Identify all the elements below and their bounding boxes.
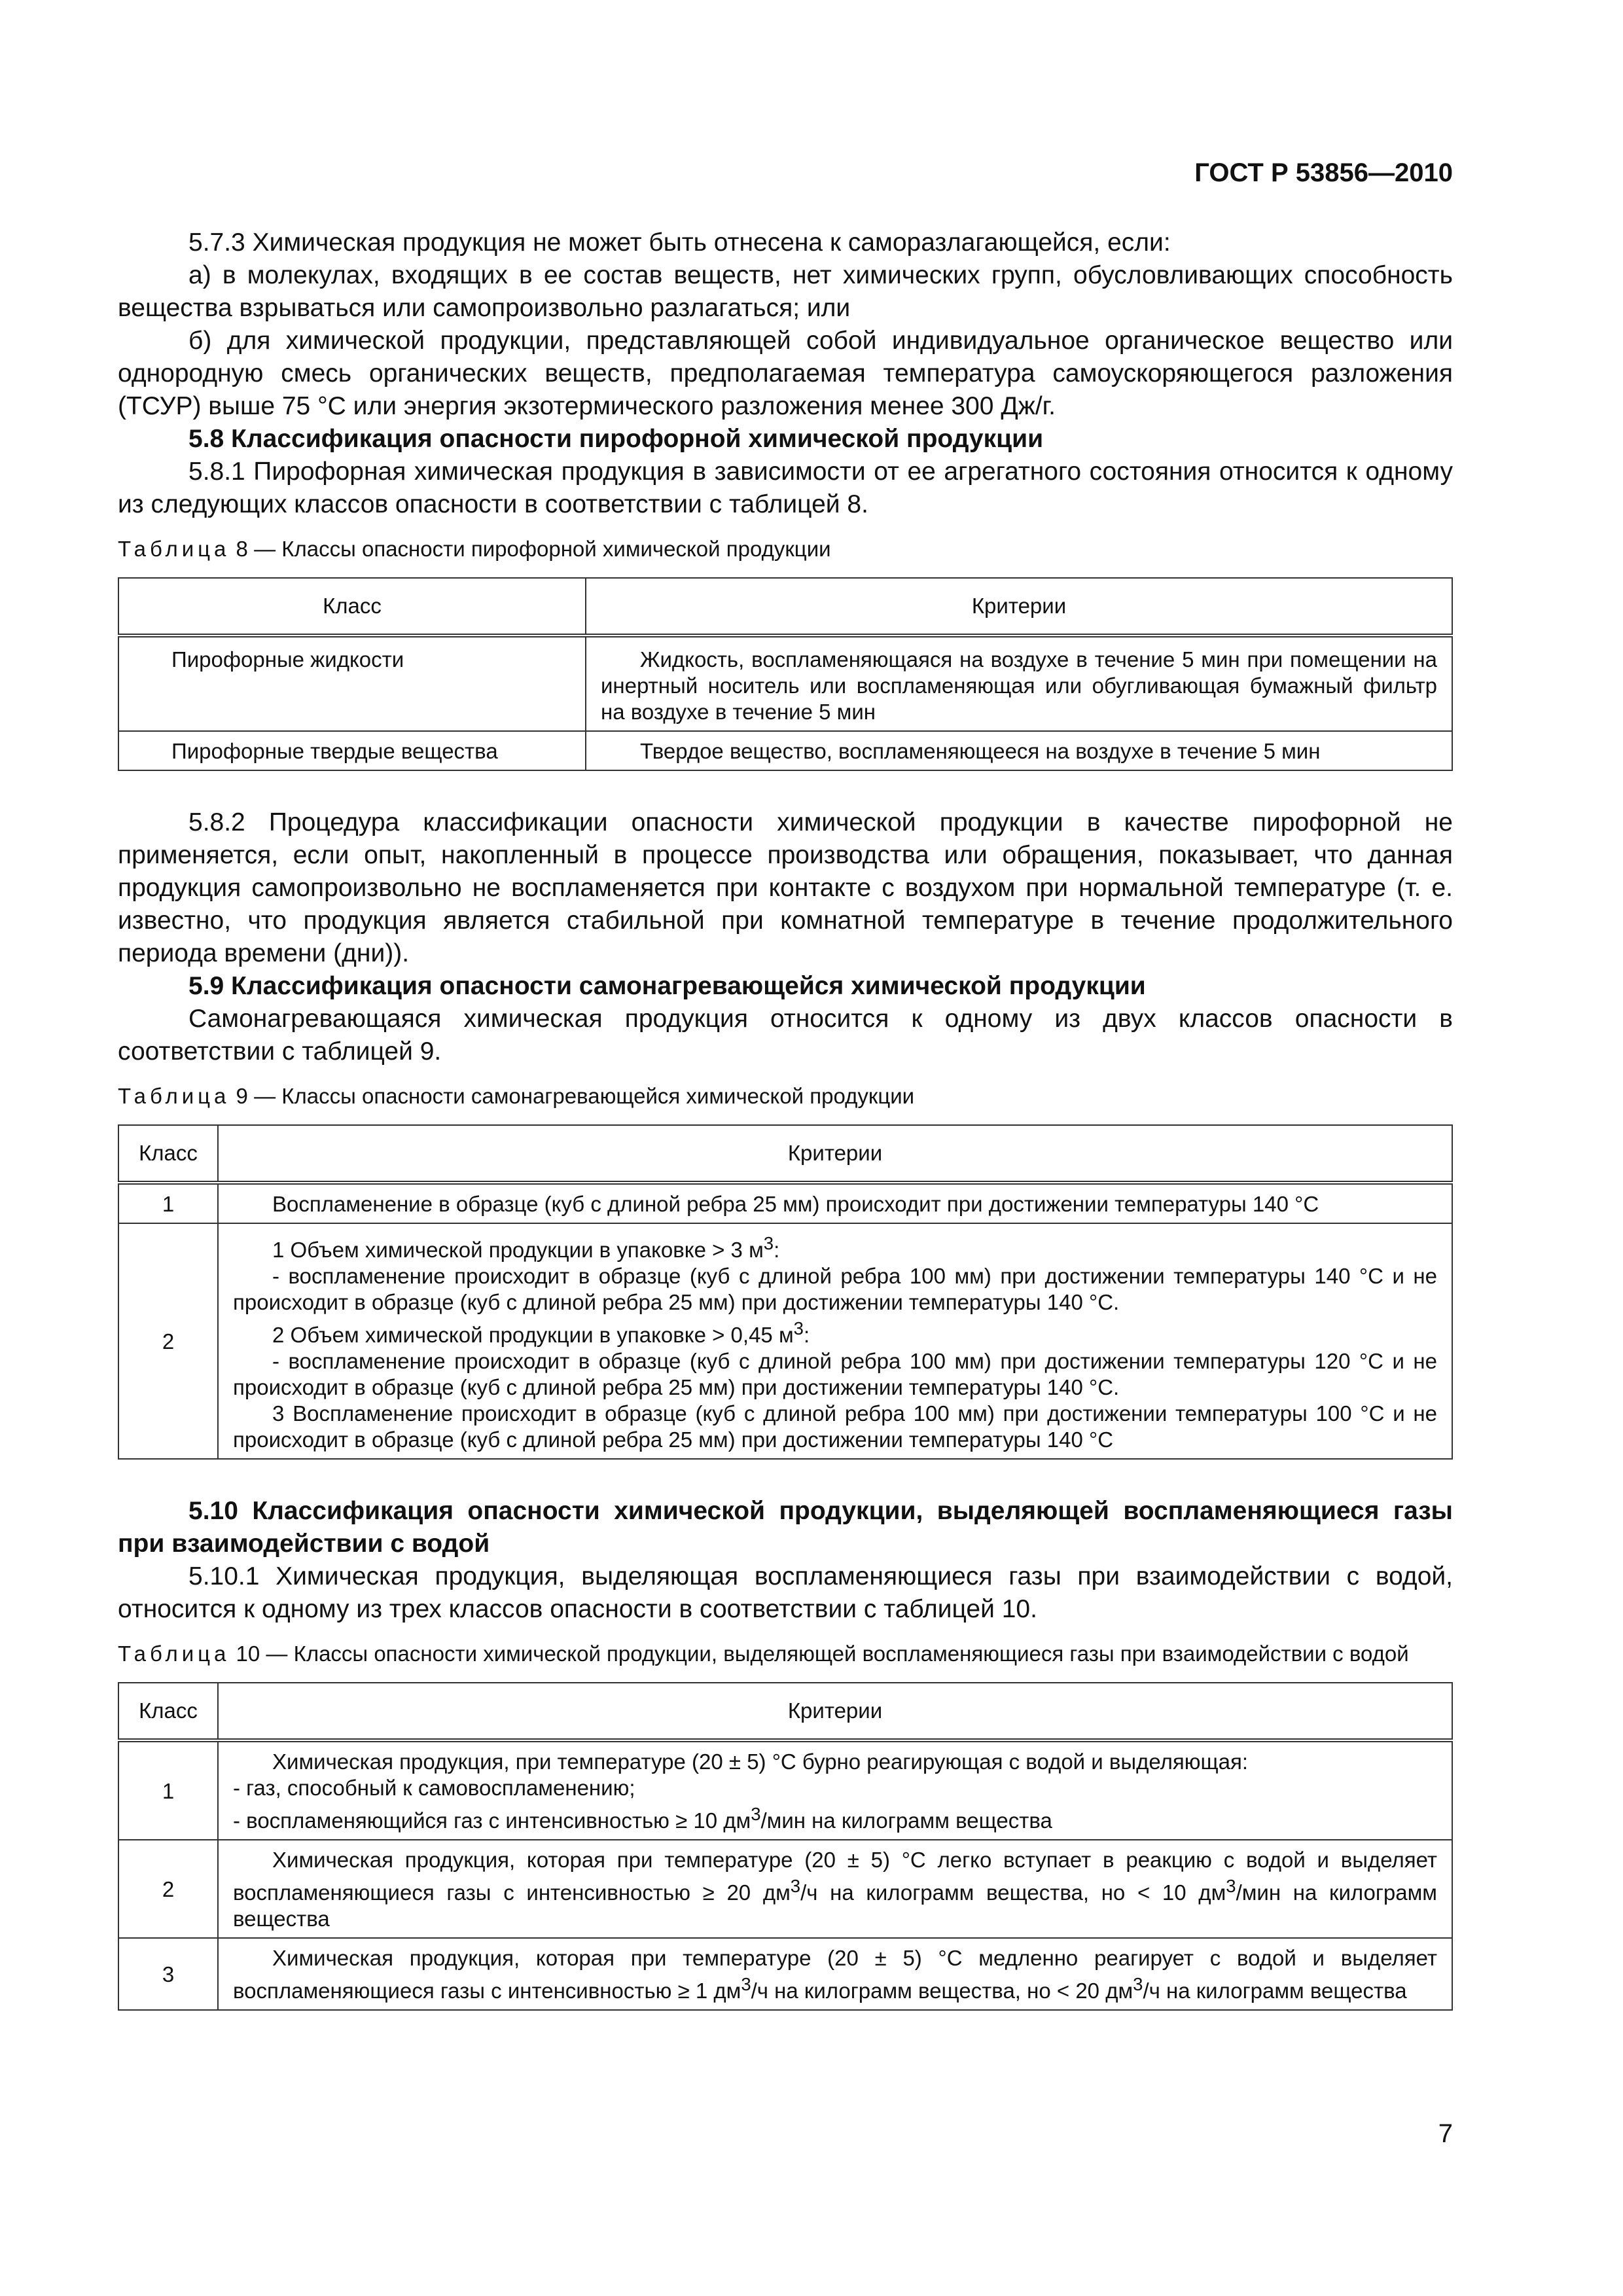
table-row (118, 1938, 1452, 2010)
cell-class: 1 (118, 1740, 218, 1840)
superscript: 3 (763, 1233, 774, 1253)
paragraph-5-7-3-a: а) в молекулах, входящих в ее состав веществ, нет химических групп, обусловливающих способность вещества взрываться или самопроизвольно разлагаться; или (118, 261, 1453, 322)
criteria-text: 2 Объем химической продукции в упаковке > 0,45 м (272, 1323, 794, 1347)
criteria-line (233, 1230, 1437, 1263)
cell-class: Пирофорные жидкости (118, 636, 586, 731)
table-row (118, 1840, 1452, 1938)
table-row (118, 636, 1452, 731)
paragraph-5-9: Самонагревающаяся химическая продукция относится к одному из двух классов опасности в соответствии с таблицей 9. (118, 1005, 1453, 1066)
criteria-text: Химическая продукция, которая при температуре (20 ± 5) °С легко вступает в реакцию с водой и выделяет воспламеняющиеся газы с интенсивностью ≥ 20 дм (233, 1848, 1437, 1905)
criteria-text: Химическая продукция, которая при температуре (20 ± 5) °С медленно реагирует с водой и выделяет воспламеняющиеся газы с интенсивностью ≥ 1 дм (233, 1946, 1437, 2003)
column-header-class: Класс (118, 1125, 218, 1183)
column-header-class: Класс (118, 1683, 218, 1740)
criteria-line: Химическая продукция, при температуре (20 ± 5) °С бурно реагирующая с водой и выделяющая: (272, 1749, 1249, 1774)
superscript: 3 (741, 1974, 751, 1994)
table-9 (118, 1124, 1453, 1460)
criteria-text: 1 Объем химической продукции в упаковке > 3 м (272, 1238, 764, 1262)
table-8 (118, 577, 1453, 771)
table-row (118, 731, 1452, 770)
criteria-text: - воспламеняющийся газ с интенсивностью ≥ 10 дм (233, 1808, 751, 1833)
paragraph-5-10-1: 5.10.1 Химическая продукция, выделяющая воспламеняющиеся газы при взаимодействии с водой, относится к одному из трех классов опасности в соответствии с таблицей 10. (118, 1562, 1453, 1623)
cell-class: 2 (118, 1223, 218, 1459)
cell-criteria (218, 1223, 1452, 1459)
criteria-text: : (774, 1238, 780, 1262)
table-row (118, 1223, 1452, 1459)
superscript: 3 (793, 1318, 804, 1338)
cell-class: 2 (118, 1840, 218, 1938)
cell-class: 1 (118, 1183, 218, 1223)
document-code: ГОСТ Р 53856—2010 (1194, 158, 1453, 187)
paragraph-5-8-1: 5.8.1 Пирофорная химическая продукция в зависимости от ее агрегатного состояния относится к одному из следующих классов опасности в соответствии с таблицей 8. (118, 457, 1453, 518)
criteria-text: /мин на килограмм вещества (233, 1880, 1437, 1931)
paragraph-5-7-3-b: б) для химической продукции, представляющей собой индивидуальное органическое вещество или однородную смесь органических веществ, предполагаемая температура самоускоряющегося разложения (ТСУР) выше 75 °С или энергия экзотермического разложения менее 300 Дж/г. (118, 327, 1453, 420)
caption-text: 8 — Классы опасности пирофорной химической продукции (230, 537, 831, 561)
cell-criteria: Твердое вещество, воспламеняющееся на воздухе в течение 5 мин (586, 731, 1452, 770)
section-heading-5-8: 5.8 Классификация опасности пирофорной химической продукции (188, 425, 1044, 453)
table-header-row (118, 1125, 1452, 1183)
table-header-row (118, 578, 1452, 636)
table-header-row (118, 1683, 1452, 1740)
document-page (118, 157, 1453, 2046)
cell-criteria (218, 1840, 1452, 1938)
criteria-line: 3 Воспламенение происходит в образце (куб с длиной ребра 100 мм) при достижении температуры 100 °С и не происходит в образце (куб с длиной ребра 25 мм) при достижении температуры 140 °С (233, 1401, 1437, 1452)
table-8-caption (118, 535, 1453, 563)
criteria-text: /мин на килограмм вещества (760, 1808, 1052, 1833)
cell-criteria: Жидкость, воспламеняющаяся на воздухе в течение 5 мин при помещении на инертный носитель или воспламеняющая или обугливающая бумажный фильтр на воздухе в течение 5 мин (586, 636, 1452, 731)
page-number: 7 (1438, 2119, 1453, 2148)
column-header-criteria: Критерии (218, 1125, 1452, 1183)
cell-criteria: Воспламенение в образце (куб с длиной ребра 25 мм) происходит при достижении температуры 140 °С (218, 1183, 1452, 1223)
cell-class: Пирофорные твердые вещества (118, 731, 586, 770)
superscript: 3 (790, 1876, 801, 1896)
criteria-text: /ч на килограмм вещества, но < 10 дм (800, 1880, 1226, 1905)
cell-criteria (218, 1740, 1452, 1840)
column-header-class: Класс (118, 578, 586, 636)
criteria-text: /ч на килограмм вещества, но < 20 дм (751, 1979, 1133, 2003)
column-header-criteria: Критерии (586, 578, 1452, 636)
criteria-text: : (803, 1323, 810, 1347)
table-row (118, 1183, 1452, 1223)
caption-text: 10 — Классы опасности химической продукции, выделяющей воспламеняющиеся газы при взаимодействии с водой (230, 1641, 1409, 1666)
criteria-text: /ч на килограмм вещества (1143, 1979, 1407, 2003)
criteria-line: - воспламенение происходит в образце (куб с длиной ребра 100 мм) при достижении температуры 120 °С и не происходит в образце (куб с длиной ребра 25 мм) при достижении температуры 140 °С. (233, 1349, 1437, 1399)
superscript: 3 (1133, 1974, 1143, 1994)
table-10 (118, 1682, 1453, 2011)
criteria-line (233, 1316, 1437, 1348)
criteria-line: - газ, способный к самовоспламенению; (233, 1776, 635, 1800)
paragraph-5-7-3: 5.7.3 Химическая продукция не может быть отнесена к саморазлагающейся, если: (188, 228, 1171, 257)
cell-class: 3 (118, 1938, 218, 2010)
caption-label: Таблица (118, 537, 230, 561)
criteria-line (233, 1801, 1437, 1834)
caption-label: Таблица (118, 1084, 230, 1108)
caption-text: 9 — Классы опасности самонагревающейся химической продукции (230, 1084, 915, 1108)
table-9-caption (118, 1083, 1453, 1110)
superscript: 3 (1226, 1876, 1236, 1896)
section-heading-5-10: 5.10 Классификация опасности химической продукции, выделяющей воспламеняющиеся газы при взаимодействии с водой (118, 1497, 1453, 1558)
criteria-line: - воспламенение происходит в образце (куб с длиной ребра 100 мм) при достижении температуры 140 °С и не происходит в образце (куб с длиной ребра 25 мм) при достижении температуры 140 °С. (233, 1264, 1437, 1314)
caption-label: Таблица (118, 1641, 230, 1666)
table-row (118, 1740, 1452, 1840)
column-header-criteria: Критерии (218, 1683, 1452, 1740)
cell-criteria (218, 1938, 1452, 2010)
table-10-caption (118, 1640, 1453, 1668)
paragraph-5-8-2: 5.8.2 Процедура классификации опасности химической продукции в качестве пирофорной не применяется, если опыт, накопленный в процессе производства или обращения, показывает, что данная продукция самопроизвольно не воспламеняется при контакте с воздухом при нормальной температуре (т. е. известно, что продукция является стабильной при комнатной температуре в течение продолжительного периода времени (дни)). (118, 808, 1453, 967)
section-heading-5-9: 5.9 Классификация опасности самонагревающейся химической продукции (188, 972, 1146, 1000)
superscript: 3 (751, 1804, 761, 1824)
